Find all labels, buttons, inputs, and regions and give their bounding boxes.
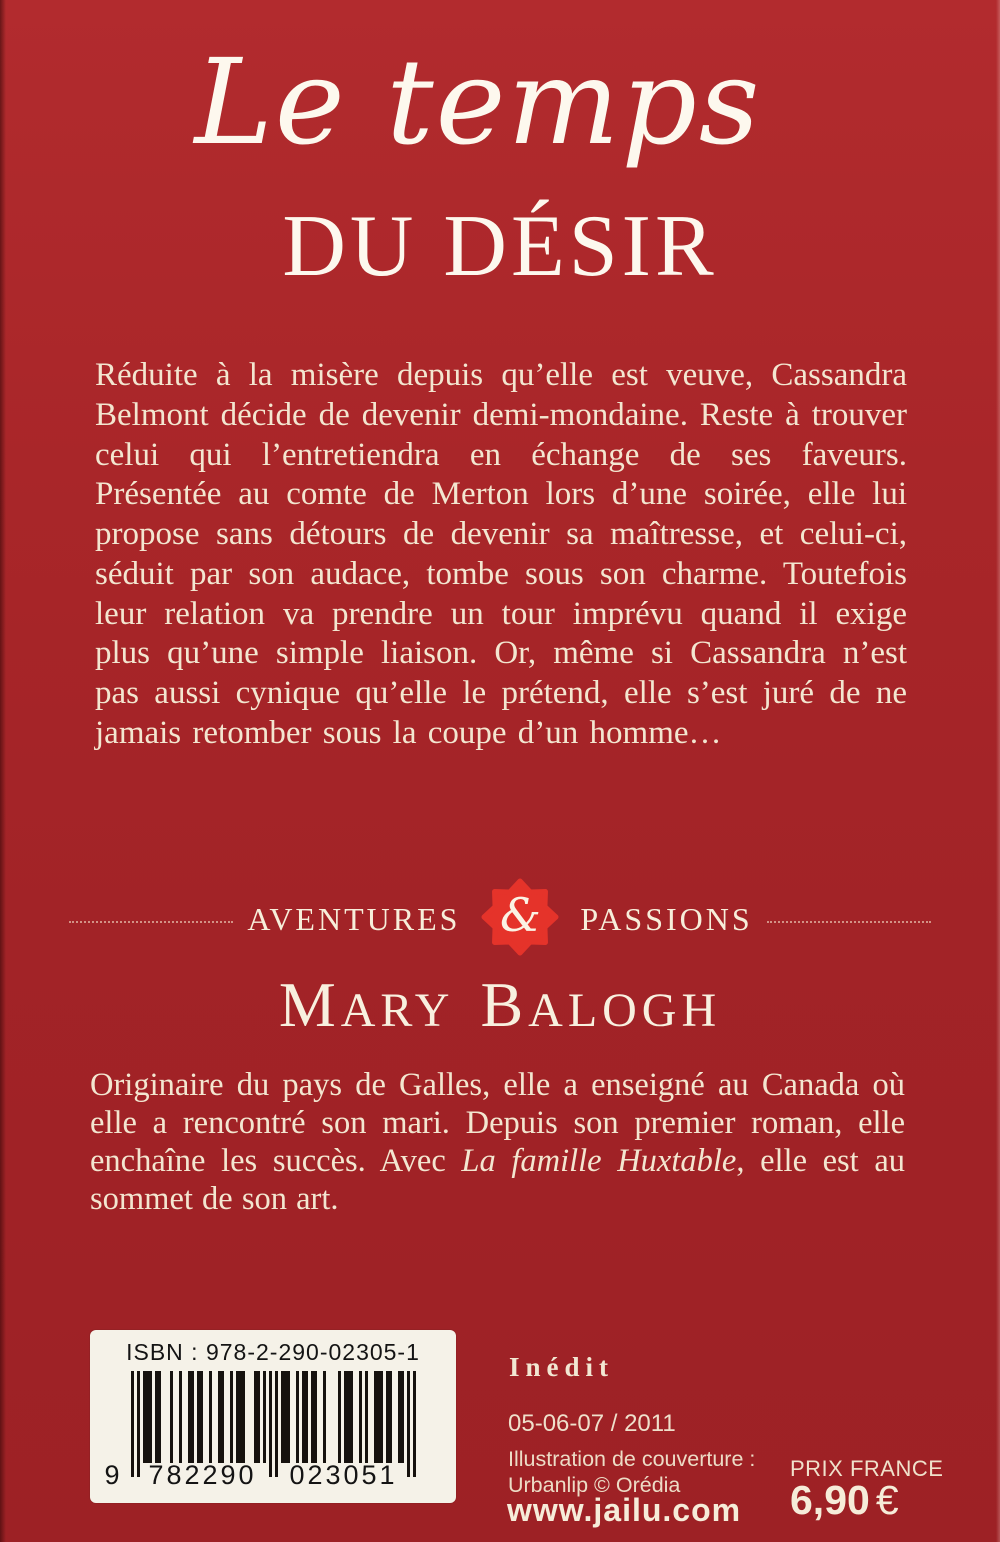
barcode-panel	[90, 1330, 456, 1503]
synopsis-text: Réduite à la misère depuis qu’elle est veuve, Cassandra Belmont décide de devenir demi-mondaine. Reste à trouver celui qui l’entretiendra en échange de ses faveurs. Présentée au comte de Merton lors d’une soirée, elle lui propose sans détours de devenir sa maîtresse, et celui-ci, séduit par son audace, tombe sous son charme. Toutefois leur relation va prendre un tour imprévu quand il exige plus qu’une simple liaison. Or, même si Cassandra n’est pas aussi cynique qu’elle le prétend, elle s’est juré de ne jamais retomber sous la coupe d’un homme…	[95, 357, 907, 751]
author-initial-2: B	[480, 969, 529, 1040]
isbn-label: ISBN : 978-2-290-02305-1	[126, 1339, 420, 1365]
author-name	[0, 968, 1000, 1042]
dashed-rule-left	[69, 921, 233, 923]
publisher-website: www.jailu.com	[507, 1492, 742, 1528]
dashed-rule-right	[767, 921, 931, 923]
author-rest-1: ARY	[340, 984, 455, 1037]
collection-name-right: PASSIONS	[580, 900, 753, 937]
barcode-digit-lead: 9	[104, 1460, 120, 1490]
barcode-digit-group2: 023051	[289, 1460, 398, 1490]
price-label: PRIX FRANCE	[790, 1456, 944, 1481]
ampersand-glyph: &	[499, 888, 541, 942]
cover-credit-line1: Illustration de couverture :	[508, 1447, 756, 1471]
author-initial-1: M	[278, 969, 341, 1040]
bio-series-title: La famille Huxtable	[461, 1143, 737, 1180]
cover-credit-line2: Urbanlip © Orédia	[508, 1473, 681, 1497]
barcode-digit-group1: 782290	[148, 1460, 257, 1490]
collection-name-left: AVENTURES	[247, 900, 461, 937]
ampersand-badge	[480, 877, 560, 957]
price-amount: 6,90	[790, 1477, 870, 1523]
bio-text-end: , elle est au sommet de son art.	[90, 1143, 906, 1218]
book-title-line1: Le temps	[194, 33, 762, 171]
bio-text-start: Originaire du pays de Galles, elle a enseigné au Canada où elle a rencontré son mari. Depuis son premier roman, elle enchaîne les succès. Avec	[90, 1067, 905, 1180]
print-date: 05-06-07 / 2011	[508, 1410, 676, 1437]
barcode-digits	[104, 1460, 416, 1491]
book-title-line2: DU DÉSIR	[282, 198, 718, 295]
author-bio	[90, 1066, 905, 1218]
euro-sign: €	[875, 1477, 899, 1523]
author-rest-2: ALOGH	[528, 984, 722, 1037]
inedit-label: Inédit	[509, 1352, 615, 1382]
collection-banner	[0, 872, 1000, 962]
price-value	[790, 1477, 899, 1524]
